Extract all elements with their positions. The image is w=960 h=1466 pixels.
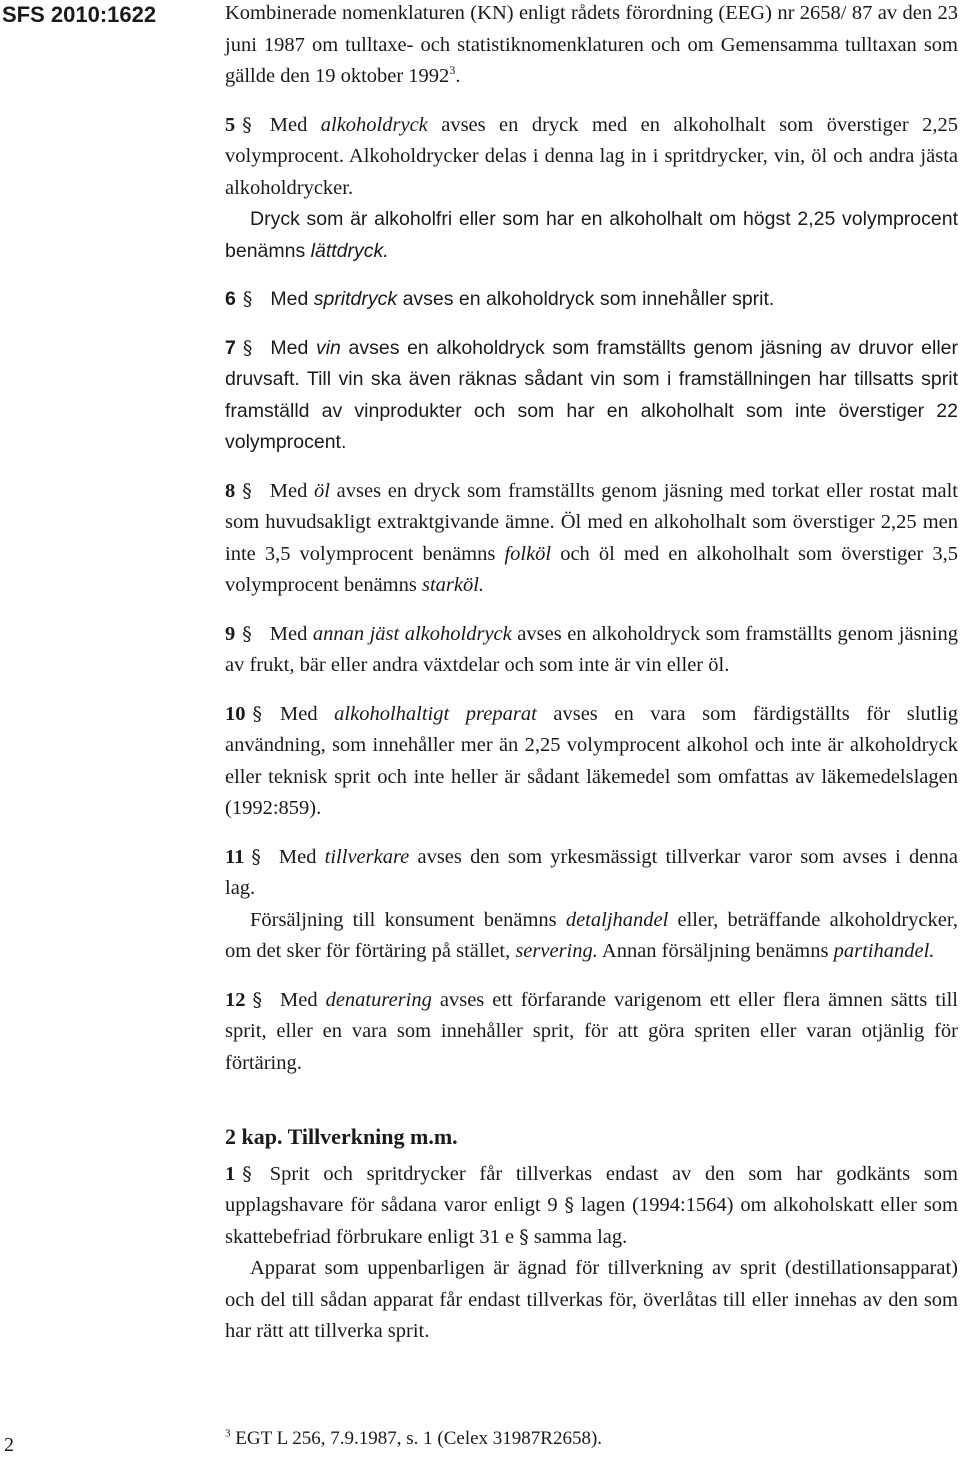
section-number: 9 — [225, 622, 236, 645]
defined-term: starköl. — [421, 574, 485, 596]
section-5-second: Dryck som är alkoholfri eller som har en alkoholhalt om högst 2,25 volymprocent benämns lättdryck. — [225, 208, 958, 262]
section-number: 11 — [225, 845, 245, 868]
section-7: 7 § Med vin avses en alkoholdryck som framställts genom jäsning av druvor eller druvsaft. Till vin ska även räknas sådant vin som i framställningen har tillsatts sprit framställd av vinprodukter och som har en alkoholhalt som inte överstiger 22 volymprocent. — [225, 336, 958, 453]
section-symbol: § — [242, 336, 253, 359]
defined-term: spritdryck — [313, 288, 398, 310]
section-symbol: § — [252, 988, 262, 1011]
section-number: 6 — [225, 288, 236, 310]
section-11-second: Försäljning till konsument benämns detaljhandel eller, beträffande alkoholdrycker, om det sker för förtäring på stället, servering. Annan försäljning benämns partihandel. — [225, 908, 958, 962]
section-symbol: § — [242, 479, 252, 502]
defined-term: vin — [315, 336, 341, 359]
section-number: 12 — [225, 988, 246, 1011]
defined-term: alkoholhaltigt preparat — [334, 702, 537, 725]
defined-term: folköl — [504, 542, 552, 565]
section-number: 8 — [225, 479, 236, 502]
section-symbol: § — [251, 845, 261, 868]
section-symbol: § — [519, 1225, 529, 1248]
section-number: 5 — [225, 113, 236, 136]
main-text — [225, 0, 958, 1348]
section-10: 10 § Med alkoholhaltigt preparat avses en vara som färdigställts för slutlig användning, som innehåller mer än 2,25 volymprocent alkohol och inte är alkoholdryck eller teknisk sprit och inte heller är sådant läkemedel som omfattas av läkemedelslagen (1992:859). — [225, 702, 959, 819]
defined-term: lättdryck. — [310, 239, 389, 262]
section-symbol: § — [242, 288, 253, 310]
section-number: 10 — [225, 702, 246, 725]
section-6: 6 § Med spritdryck avses en alkoholdryck som innehåller sprit. — [225, 288, 775, 310]
chapter-heading: 2 kap. Tillverkning m.m. — [225, 1124, 458, 1149]
defined-term: alkoholdryck — [320, 113, 428, 136]
section-11: 11 § Med tillverkare avses den som yrkesmässigt tillverkar varor som avses i denna lag. — [225, 845, 959, 899]
defined-term: partihandel. — [833, 940, 935, 962]
section-number: 7 — [225, 336, 236, 359]
footnote: $^3$ EGT L 256, 7.9.1987, s. 1 (Celex 31987R2658). — [225, 1427, 603, 1449]
section-symbol: § — [242, 1162, 252, 1185]
section-9: 9 § Med annan jäst alkoholdryck avses en alkoholdryck som framställts genom jäsning av frukt, bär eller andra växtdelar och som inte är vin eller öl. — [225, 622, 959, 676]
section-5: 5 § Med alkoholdryck avses en dryck med en alkoholhalt som överstiger 2,25 volymprocent. Alkoholdrycker delas i denna lag in i spritdrycker, vin, öl och andra jästa alkoholdrycker. — [225, 113, 958, 199]
section-number: 1 — [225, 1162, 236, 1185]
section-8: 8 § Med öl avses en dryck som framställts genom jäsning med torkat eller rostat malt som huvudsakligt extraktgivande ämne. Öl med en alkoholhalt som överstiger 2,25 men inte 3,5 volymprocent benämns folköl och öl med en alkoholhalt som överstiger 3,5 volymprocent benämns starköl. — [225, 479, 959, 596]
chapter2-section-1-second: Apparat som uppenbarligen är ägnad för tillverkning av sprit (destillationsapparat) och del till sådan apparat får endast tillverkas för, överlåtas till eller innehas av den som har rätt att tillverka sprit. — [225, 1257, 958, 1342]
section-symbol: § — [564, 1194, 575, 1216]
section-symbol: § — [242, 113, 252, 136]
defined-term: detaljhandel — [565, 908, 669, 931]
defined-term: tillverkare — [324, 845, 410, 868]
page-number: 2 — [4, 1434, 14, 1456]
defined-term: denaturering — [325, 988, 432, 1011]
intro-paragraph: Kombinerade nomenklaturen (KN) enligt rådets förordning (EEG) nr 2658/ 87 av den 23 juni 1987 om tulltaxe- och statistiknomenklaturen och om Gemensamma tulltaxan som gällde den 19 oktober 1992$^3$. — [225, 2, 958, 87]
footnote-ref: 3 — [449, 63, 456, 78]
footnote-mark: 3 — [225, 1427, 231, 1440]
defined-term: annan jäst alkoholdryck — [312, 622, 512, 645]
chapter2-section-1: 1 § Sprit och spritdrycker får tillverkas endast av den som har godkänts som upplagshavare för sådana varor enligt 9 § lagen (1994:1564) om alkoholskatt eller som skattebefriad förbrukare enligt 31 e § samma lag. — [225, 1162, 958, 1248]
section-symbol: § — [252, 702, 262, 725]
section-symbol: § — [242, 622, 252, 645]
defined-term: servering. — [515, 940, 598, 962]
defined-term: öl — [314, 479, 330, 502]
section-12: 12 § Med denaturering avses ett förfarande varigenom ett eller flera ämnen sätts till sprit, eller en vara som innehåller sprit, för att göra spriten eller varan otjänlig för förtäring. — [225, 988, 958, 1074]
sfs-number: SFS 2010:1622 — [2, 2, 157, 27]
